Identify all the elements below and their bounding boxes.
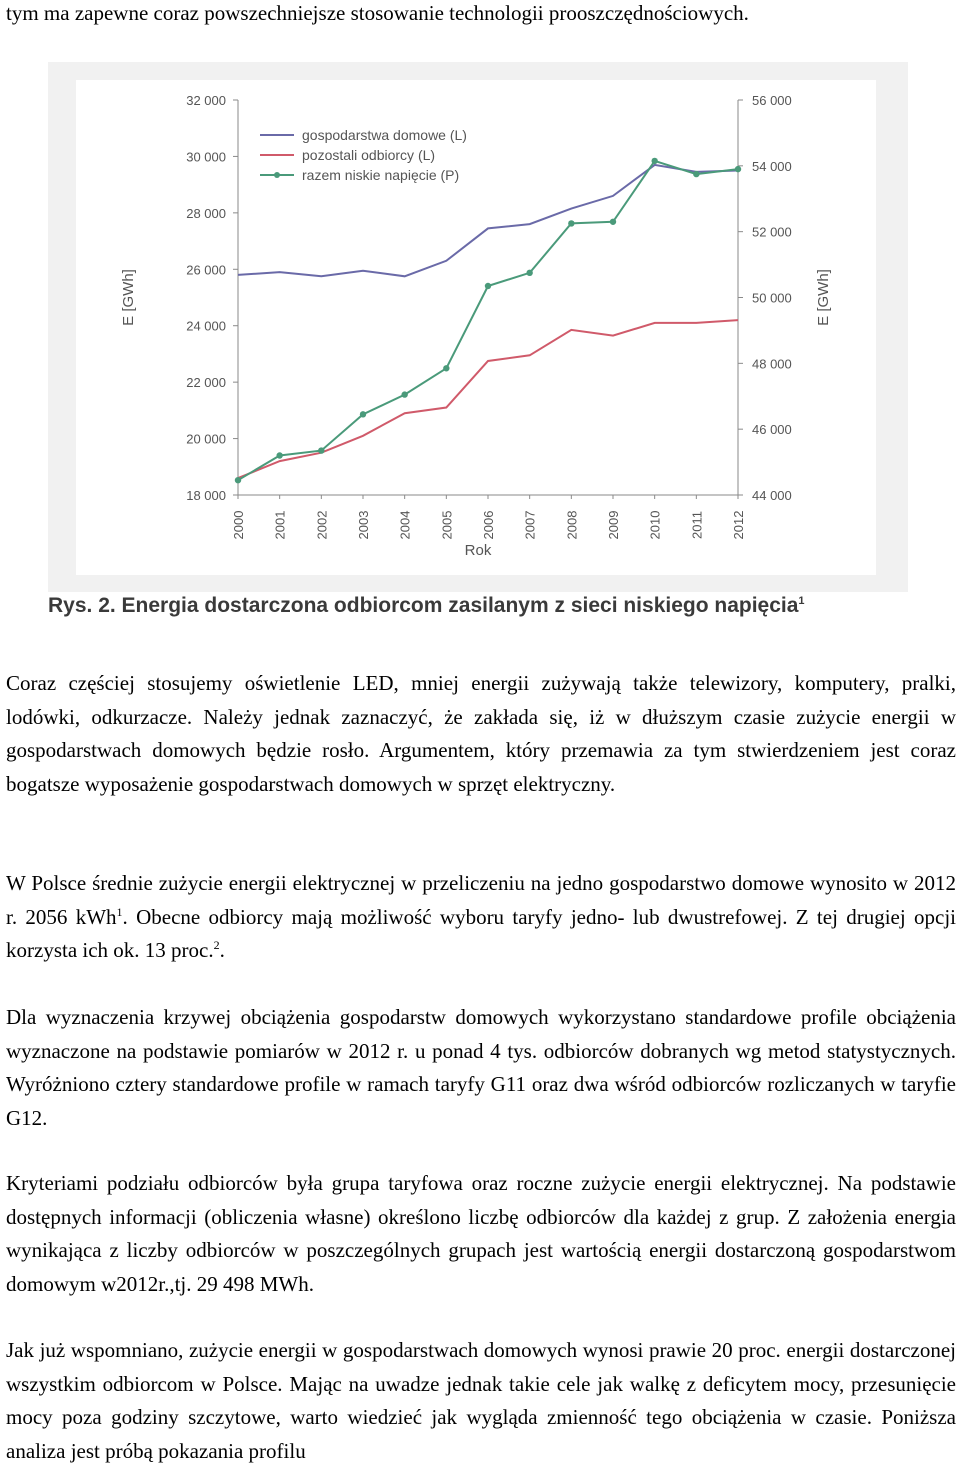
x-tick-label: 2012 [731,510,746,540]
series-3-point [485,283,491,289]
left-tick-label: 30 000 [186,149,226,165]
x-tick-label: 2011 [689,511,705,539]
right-tick-label: 56 000 [752,93,792,108]
x-tick-label: 2008 [564,510,580,540]
paragraph-4: Kryteriami podziału odbiorców była grupa taryfowa oraz roczne zużycie energii elektrycznej. Na podstawie dostępnych informacji (obliczenia własne) określono liczbę odbiorców dla każdej z grup. Z założenia energia wynikająca z liczby odbiorców w poszczególnych grupach jest wartością energii dostarczoną gospodarstwom domowym w2012r.,tj. 29 498 MWh. [6,1171,956,1296]
x-tick-label: 2005 [439,510,455,540]
paragraph-3: Dla wyznaczenia krzywej obciążenia gospodarstw domowych wykorzystano standardowe profile obciążenia wyznaczone na podstawie pomiarów w 2012 r. u ponad 4 tys. odbiorców dobranych wg metod statystycznych. Wyróżniono cztery standardowe profile w ramach taryfy G11 oraz dwa wśród odbiorców rozliczanych w taryfie G12. [6,1005,956,1130]
right-tick-label: 52 000 [752,224,792,240]
left-tick-label: 26 000 [186,262,226,278]
figure-caption-footnote: 1 [798,595,805,607]
top-text-line: tym ma zapewne coraz powszechniejsze stosowanie technologii prooszczędnościowych. [6,1,749,25]
paragraph-1: Coraz częściej stosujemy oświetlenie LED, mniej energii zużywają także telewizory, komputery, pralki, lodówki, odkurzacze. Należy jednak zaznaczyć, że zakłada się, iż w dłuższym czasie zużycie energii w gospodarstwach domowych będzie rosło. Argumentem, który przemawia za tym stwierdzeniem jest coraz bogatsze wyposażenie gospodarstwach domowych w sprzęt elektryczny. [6,671,956,796]
x-tick-label: 2003 [356,510,371,540]
y-axis-label-right: E [GWh] [815,269,832,326]
series-3-point [526,270,532,276]
x-tick-label: 2006 [481,510,496,540]
figure-caption-text: Rys. 2. Energia dostarczona odbiorcom zasilanym z sieci niskiego napięcia [48,594,799,617]
legend-marker-3 [274,172,280,178]
series-3-point [610,219,616,225]
series-3-point [318,447,324,453]
paragraph-2 [6,867,956,968]
footnote-ref-1: 1 [116,904,123,919]
left-tick-label: 20 000 [186,431,226,447]
left-tick-label: 18 000 [186,488,226,503]
legend-label-1: gospodarstwa domowe (L) [302,127,467,143]
figure-caption [48,594,805,618]
right-tick-label: 54 000 [752,158,792,174]
series-3-point [693,171,699,177]
x-tick-label: 2009 [606,510,621,540]
paragraph-2-text-c: . [219,938,225,962]
series-3-point [568,220,574,226]
right-tick-label: 48 000 [752,356,792,372]
right-tick-label: 44 000 [752,488,792,503]
paragraph-2-text-b: . Obecne odbiorcy mają możliwość wyboru taryfy jedno- lub dwustrefowej. Z tej drugiej opcji korzysta ich ok. 13 proc. [6,904,956,962]
right-tick-label: 50 000 [752,290,792,306]
paragraph-2-text-a: W Polsce średnie zużycie energii elektrycznej w przeliczeniu na jedno gospodarstwo domowe wynosito w 2012 r. 2056 kWh [6,871,956,929]
series-3-point [360,411,366,417]
paragraph-5: Jak już wspomniano, zużycie energii w gospodarstwach domowych wynosi prawie 20 proc. energii dostarczonej wszystkim odbiorcom w Polsce. Mając na uwadze jednak takie cele jak walkę z deficytem mocy, przesunięcie mocy poza godziny szczytowe, warto wiedzieć jak wygląda zmienność tego obciążenia w czasie. Poniższa analiza jest próbą pokazania profilu [6,1338,956,1463]
legend-label-2: pozostali odbiorcy (L) [302,147,436,163]
x-tick-label: 2010 [647,510,663,540]
energy-line-chart [48,62,908,592]
legend-label-3: razem niskie napięcie (P) [302,167,460,183]
right-tick-label: 46 000 [752,422,792,438]
series-3-point [443,365,449,371]
x-tick-label: 2004 [397,510,413,540]
x-tick-label: 2000 [231,510,246,540]
series-3-point [235,477,241,483]
left-tick-label: 28 000 [186,205,226,221]
x-tick-label: 2002 [314,510,330,540]
y-axis-label-left: E [GWh] [120,269,137,326]
footnote-ref-2: 2 [213,938,220,952]
x-axis-label: Rok [464,542,492,559]
series-3-point [276,452,282,458]
x-tick-label: 2001 [272,510,288,540]
x-tick-label: 2007 [522,510,538,540]
energy-chart-figure [48,62,908,592]
series-3-point [651,158,657,164]
left-tick-label: 22 000 [186,375,226,391]
left-tick-label: 32 000 [186,93,226,108]
series-3-point [401,391,407,397]
left-tick-label: 24 000 [186,318,226,334]
series-3-point [735,166,741,172]
